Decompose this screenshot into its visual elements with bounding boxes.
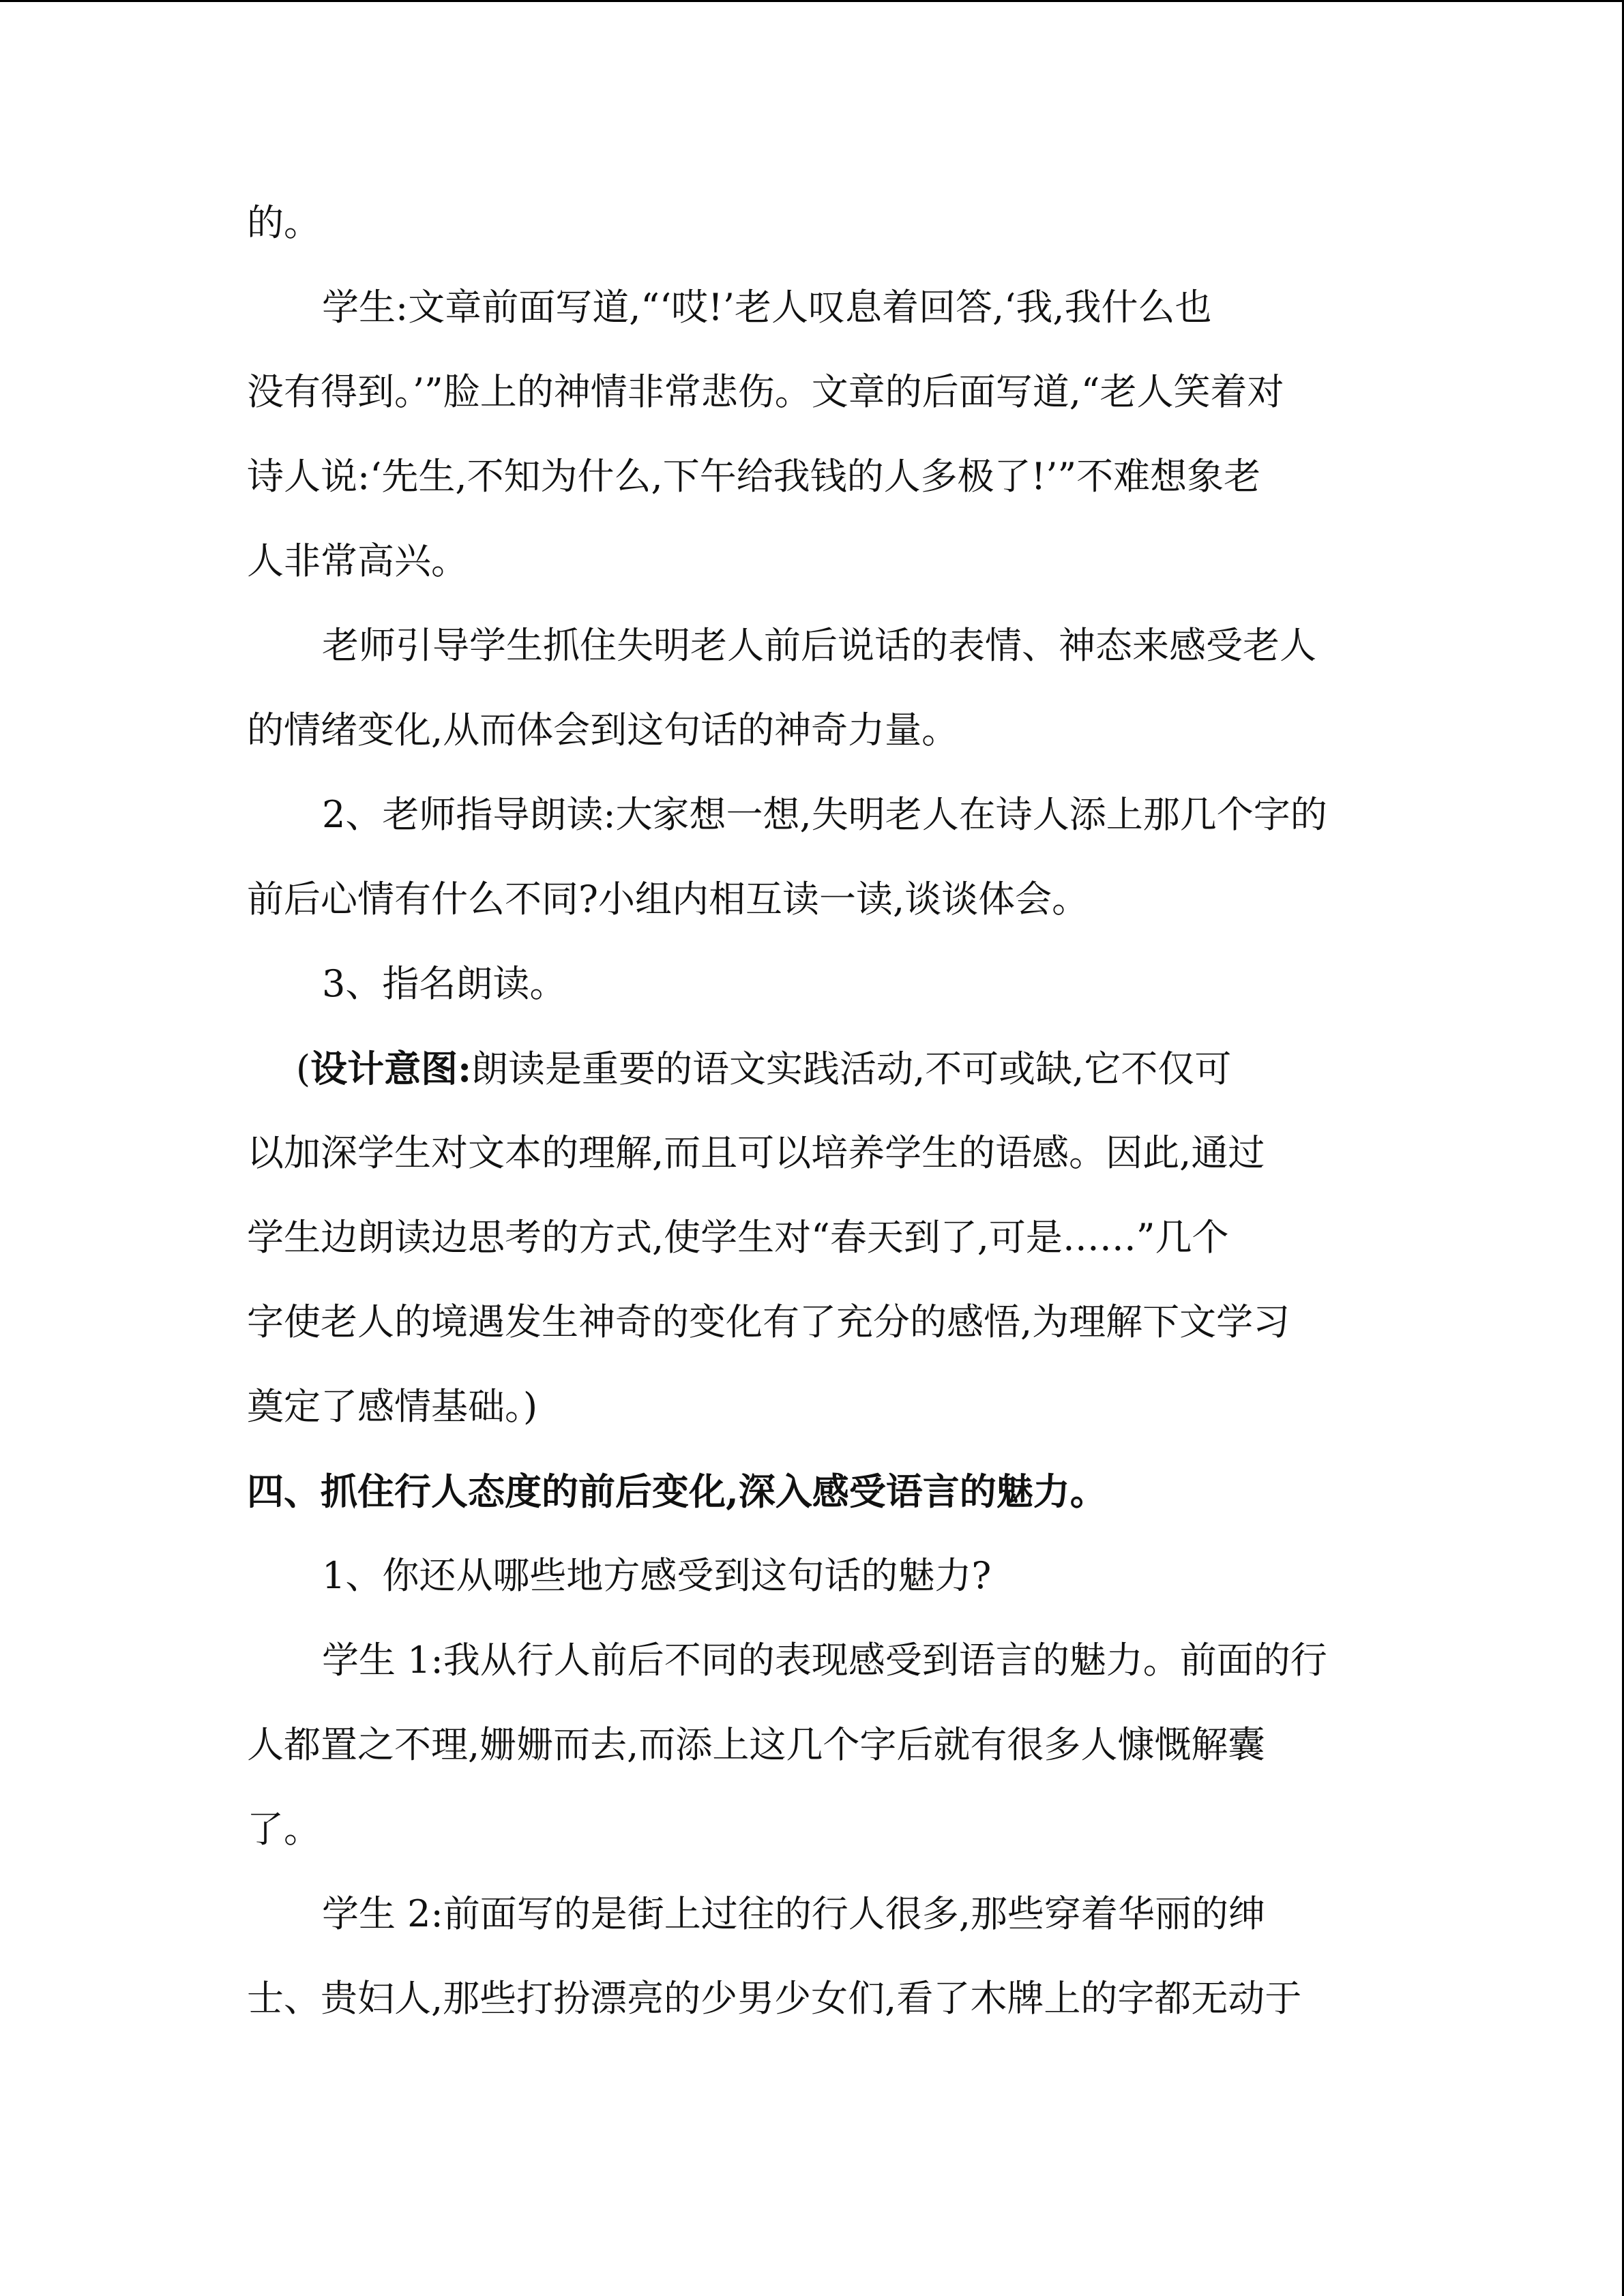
- text-line: 学生:文章前面写道,“‘哎!’老人叹息着回答,‘我,我什么也: [322, 286, 1212, 329]
- text-line: 士、贵妇人,那些打扮漂亮的少男少女们,看了木牌上的字都无动于: [247, 1977, 1302, 2020]
- text-line: 1、你还从哪些地方感受到这句话的魅力?: [322, 1554, 992, 1597]
- text-line: 学生 1:我从行人前后不同的表现感受到语言的魅力。前面的行: [322, 1639, 1327, 1682]
- text-line: 没有得到。’”脸上的神情非常悲伤。文章的后面写道,“老人笑着对: [247, 370, 1284, 413]
- design-intent-line: [296, 1045, 1231, 1092]
- text-line: 以加深学生对文本的理解,而且可以培养学生的语感。因此,通过: [247, 1131, 1265, 1174]
- design-intent-label: 设计意图:: [310, 1047, 472, 1090]
- text-line: 学生边朗读边思考的方式,使学生对“春天到了,可是……”几个: [247, 1216, 1229, 1259]
- text-line: 了。: [247, 1808, 321, 1851]
- section-heading: 四、抓住行人态度的前后变化,深入感受语言的魅力。: [247, 1470, 1107, 1513]
- text-line: 奠定了感情基础。): [247, 1385, 538, 1428]
- text-line: 人非常高兴。: [247, 539, 468, 582]
- text-line: 字使老人的境遇发生神奇的变化有了充分的感悟,为理解下文学习: [247, 1300, 1290, 1343]
- page-border-top: [0, 0, 1624, 2]
- text-line: 学生 2:前面写的是街上过往的行人很多,那些穿着华丽的绅: [322, 1892, 1265, 1935]
- text-line: 人都置之不理,姗姗而去,而添上这几个字后就有很多人慷慨解囊: [247, 1723, 1265, 1766]
- text-line: 诗人说:‘先生,不知为什么,下午给我钱的人多极了!’”不难想象老: [247, 455, 1261, 498]
- text-line: 老师引导学生抓住失明老人前后说话的表情、神态来感受老人: [322, 624, 1316, 667]
- text-line: 3、指名朗读。: [322, 962, 567, 1005]
- text-line: 的情绪变化,从而体会到这句话的神奇力量。: [247, 709, 959, 751]
- design-intent-text: 朗读是重要的语文实践活动,不可或缺,它不仅可: [471, 1047, 1232, 1090]
- text-line: 的。: [247, 201, 321, 244]
- text-line: 前后心情有什么不同?小组内相互读一读,谈谈体会。: [247, 878, 1089, 921]
- open-paren: (: [296, 1047, 311, 1090]
- text-line: 2、老师指导朗读:大家想一想,失明老人在诗人添上那几个字的: [322, 793, 1327, 836]
